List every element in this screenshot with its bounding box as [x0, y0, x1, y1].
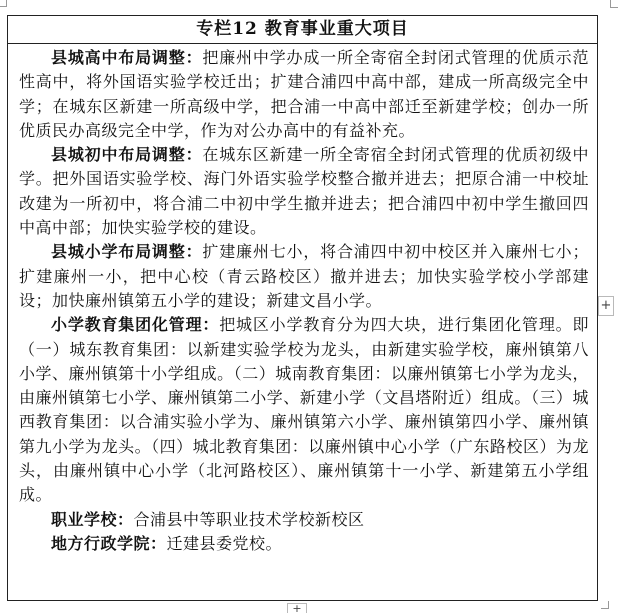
table-resize-handle[interactable] — [601, 601, 609, 609]
add-row-button[interactable]: + — [287, 603, 307, 613]
paragraph-text: 合浦县中等职业技术学校新校区 — [133, 509, 365, 529]
paragraph-text: 迁建县委党校。 — [166, 533, 283, 553]
paragraph-heading: 县城初中布局调整： — [51, 145, 203, 165]
table-body — [8, 44, 597, 556]
paragraph-heading: 县城高中布局调整： — [51, 48, 203, 67]
paragraph-text: 扩建廉州七小，将合浦四中初中校区并入廉州七小；扩建廉州一小，把中心校（青云路校区）撤并进去；加快实验学校小学部建设；加快廉州镇第五小学的建设；新建文昌小学。 — [19, 242, 589, 310]
paragraph-middle-school-layout — [19, 143, 589, 240]
paragraph-heading: 县城小学布局调整： — [51, 242, 203, 262]
paragraph-primary-group-management — [19, 313, 589, 507]
feature-table — [7, 15, 598, 601]
paragraph-heading: 小学教育集团化管理： — [51, 315, 220, 335]
page-corner-mark-left — [0, 0, 7, 7]
paragraph-administration-college — [19, 532, 589, 556]
add-column-button[interactable]: + — [598, 296, 614, 316]
paragraph-heading: 职业学校： — [51, 509, 134, 529]
paragraph-text: 把城区小学教育分为四大块，进行集团化管理。即（一）城东教育集团：以新建实验学校为龙头，由新建实验学校，廉州镇第八小学、廉州镇第十小学组成。（二）城南教育集团：以廉州镇第七小学为龙头，由廉州镇第七小学、廉州镇第二小学、新建小学（文昌塔附近）组成。（三）城西教育集团：以合浦实验小学为、廉州镇第六小学、廉州镇第四小学、廉州镇第九小学为龙头。（四）城北教育集团：以廉州镇中心小学（广东路校区）为龙头，由廉州镇中心小学（北河路校区）、廉州镇第十一小学、新建第五小学组成。 — [19, 315, 589, 505]
paragraph-heading: 地方行政学院： — [51, 533, 167, 553]
paragraph-primary-school-layout — [19, 240, 589, 313]
table-title: 专栏12 教育事业重大项目 — [8, 16, 597, 44]
paragraph-text: 把廉州中学办成一所全寄宿全封闭式管理的优质示范性高中，将外国语实验学校迁出；扩建合浦四中高中部，建成一所高级完全中学；在城东区新建一所高级中学，把合浦一中高中部迁至新建学校；创办一所优质民办高级完全中学，作为对公办高中的有益补充。 — [19, 48, 589, 140]
page-corner-mark-right — [610, 0, 618, 8]
paragraph-text: 在城东区新建一所全寄宿全封闭式管理的优质初级中学。把外国语实验学校、海门外语实验学校整合撤并进去；把原合浦一中校址改建为一所初中，将合浦二中初中学生撤并进去；把合浦四中初中学生撤回四中高中部；加快实验学校的建设。 — [19, 145, 589, 238]
paragraph-high-school-layout — [19, 46, 589, 143]
paragraph-vocational-school — [19, 508, 589, 532]
